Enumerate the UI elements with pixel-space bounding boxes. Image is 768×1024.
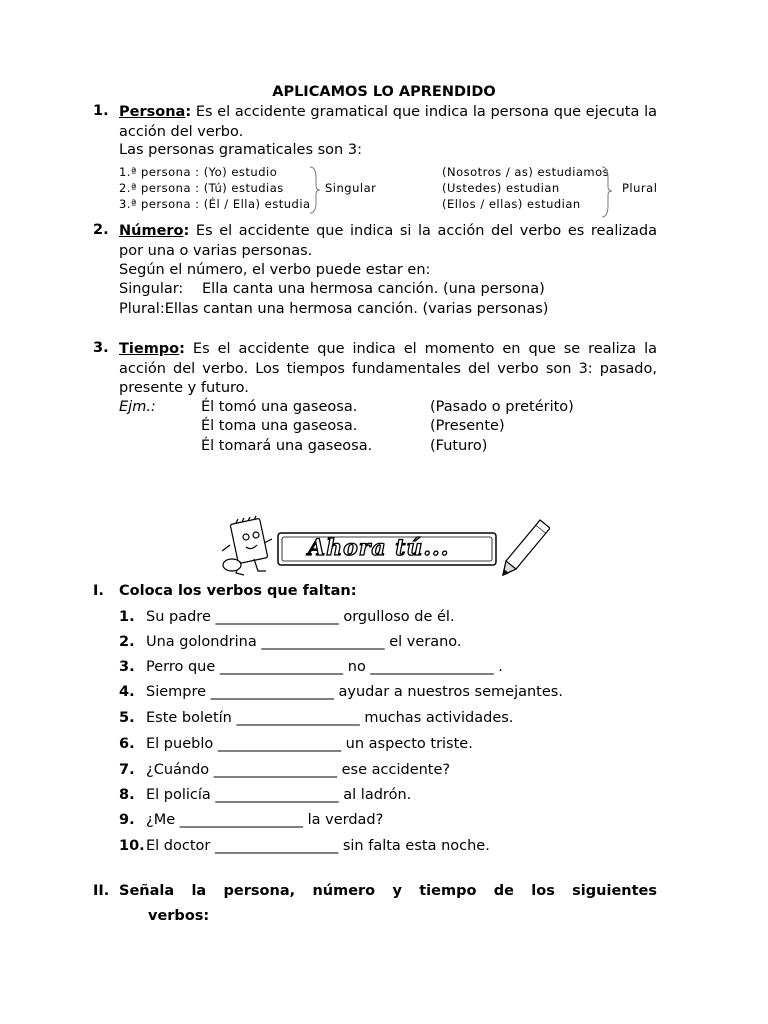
section-number-numero: 2. <box>93 222 109 238</box>
exercise-item <box>119 787 411 803</box>
plural-item-3: (Ellos / ellas) estudian <box>442 197 581 211</box>
plural-label: Plural <box>622 181 658 195</box>
exercise-item-number: 6. <box>119 736 135 752</box>
tiempo-example-sentence-3: Él tomará una gaseosa. <box>201 438 373 454</box>
persona-definition <box>119 103 657 142</box>
exercise-item <box>119 736 473 752</box>
exercise-item-number: 4. <box>119 684 135 700</box>
exercise-item <box>119 812 383 828</box>
exercise-item <box>119 609 455 625</box>
exercise-item-text: ¿Cuándo _________________ ese accidente? <box>146 762 451 778</box>
exercise-1-title: Coloca los verbos que faltan: <box>119 583 357 599</box>
exercise-item-number: 7. <box>119 762 135 778</box>
tiempo-definition-text: Es el accidente que indica el momento en que se realiza la acción del verbo. Los tiempos fundamentales del verbo son 3: pasado, presente y futuro. <box>119 341 657 396</box>
tiempo-definition <box>119 340 657 399</box>
singular-item-1: 1.ª persona : (Yo) estudio <box>119 165 278 179</box>
exercise-item-text: El pueblo _________________ un aspecto triste. <box>146 736 473 752</box>
section-number-persona: 1. <box>93 103 109 119</box>
singular-label: Singular <box>325 181 377 195</box>
tiempo-example-sentence-2: Él toma una gaseosa. <box>201 418 358 434</box>
numero-singular-example: Ella canta una hermosa canción. (una persona) <box>202 281 545 297</box>
exercise-item-text: ¿Me _________________ la verdad? <box>146 812 384 828</box>
tiempo-ejm: Ejm.: <box>119 399 156 415</box>
numero-definition <box>119 222 657 261</box>
notebook-character-icon <box>222 516 272 575</box>
plural-item-1: (Nosotros / as) estudiamos <box>442 165 610 179</box>
numero-plural-example: Plural:Ellas cantan una hermosa canción. (varias personas) <box>119 301 549 317</box>
exercise-item-text: El doctor _________________ sin falta esta noche. <box>146 838 490 854</box>
exercise-item <box>119 634 462 650</box>
exercise-item-number: 1. <box>119 609 135 625</box>
exercise-item-number: 2. <box>119 634 135 650</box>
numero-singular-label: Singular: <box>119 281 184 297</box>
persona-intro: Las personas gramaticales son 3: <box>119 142 362 158</box>
tiempo-example-tense-1: (Pasado o pretérito) <box>430 399 574 415</box>
exercise-item-text: El policía _________________ al ladrón. <box>146 787 412 803</box>
numero-definition-text: Es el accidente que indica si la acción del verbo es realizada por una o varias personas. <box>119 223 657 259</box>
exercise-1-label: I. <box>93 583 104 599</box>
exercise-item <box>119 762 450 778</box>
exercise-item <box>119 659 503 675</box>
plural-brace <box>600 166 614 218</box>
exercise-2-title-line-2: verbos: <box>148 908 210 924</box>
exercise-item-number: 3. <box>119 659 135 675</box>
numero-colon: : <box>183 223 190 239</box>
exercise-item-text: Una golondrina _________________ el verano. <box>146 634 462 650</box>
persona-definition-text: Es el accidente gramatical que indica la persona que ejecuta la acción del verbo. <box>119 104 657 140</box>
tiempo-example-tense-2: (Presente) <box>430 418 505 434</box>
exercise-item <box>119 684 563 700</box>
exercise-item-number: 8. <box>119 787 135 803</box>
persona-colon: : <box>185 104 192 120</box>
exercise-item-number: 9. <box>119 812 135 828</box>
persona-term: Persona <box>119 104 186 120</box>
exercise-2-label: II. <box>93 883 110 899</box>
page-title: APLICAMOS LO APRENDIDO <box>272 84 496 100</box>
exercise-2-title-line-1: Señala la persona, número y tiempo de los siguientes <box>119 883 657 899</box>
banner-text: Ahora tú... <box>308 535 450 561</box>
exercise-item <box>119 710 513 726</box>
tiempo-colon: : <box>179 341 185 357</box>
exercise-item-number: 10. <box>119 838 145 854</box>
numero-term: Número <box>119 223 184 239</box>
tiempo-example-tense-3: (Futuro) <box>430 438 488 454</box>
singular-item-2: 2.ª persona : (Tú) estudias <box>119 181 284 195</box>
exercise-item-text: Perro que _________________ no _________________ . <box>146 659 503 675</box>
exercise-item-text: Este boletín _________________ muchas actividades. <box>146 710 514 726</box>
section-number-tiempo: 3. <box>93 340 109 356</box>
singular-item-3: 3.ª persona : (Él / Ella) estudia <box>119 197 311 211</box>
exercise-item-text: Su padre _________________ orgulloso de él. <box>146 609 455 625</box>
singular-brace <box>308 166 322 214</box>
exercise-item-text: Siempre _________________ ayudar a nuestros semejantes. <box>146 684 563 700</box>
ahora-tu-banner <box>220 515 550 585</box>
pencil-icon <box>503 520 550 575</box>
exercise-item <box>119 838 490 854</box>
tiempo-example-sentence-1: Él tomó una gaseosa. <box>201 399 358 415</box>
plural-item-2: (Ustedes) estudian <box>442 181 560 195</box>
tiempo-term: Tiempo <box>119 341 180 357</box>
numero-line-1: Según el número, el verbo puede estar en: <box>119 262 431 278</box>
exercise-item-number: 5. <box>119 710 135 726</box>
